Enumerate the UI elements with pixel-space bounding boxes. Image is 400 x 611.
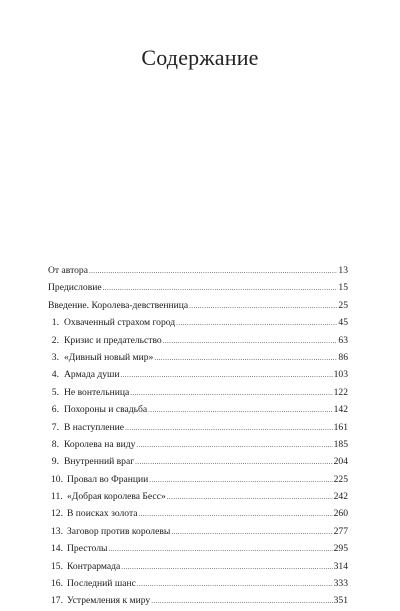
toc-entry-number: 3. — [51, 351, 59, 363]
dot-leader — [121, 366, 333, 384]
toc-entry-title: Устремления к миру — [67, 595, 151, 607]
toc-entry-title: Введение. Королева-девственница — [48, 299, 189, 311]
toc-entry-page: 242 — [333, 491, 348, 503]
toc-entry — [48, 505, 348, 522]
dot-leader — [135, 453, 332, 471]
dot-leader — [148, 401, 332, 419]
toc-entry — [48, 453, 348, 470]
toc-entry-page: 15 — [338, 282, 348, 294]
toc-entry-page: 225 — [333, 473, 348, 485]
toc-entry-title: Охваченный страхом город — [64, 317, 176, 329]
toc-entry-title: В наступление — [64, 421, 125, 433]
dot-leader — [89, 262, 337, 280]
toc-entry-page: 204 — [333, 456, 348, 468]
toc-entry-title: Королева на виду — [64, 438, 136, 450]
toc-entry-number: 7. — [51, 421, 59, 433]
toc-entry-title: Армада души — [64, 369, 120, 381]
toc-entry-page: 45 — [338, 317, 348, 329]
toc-entry-number: 17. — [51, 595, 63, 607]
toc-entry-title: Внутренний враг — [64, 456, 135, 468]
toc-entry-title: Контрармада — [67, 560, 121, 572]
toc-entry-title: Престолы — [67, 543, 108, 555]
toc-entry-page: 277 — [333, 525, 348, 537]
toc-entry-number: 4. — [51, 369, 59, 381]
toc-entry — [48, 314, 348, 331]
table-of-contents — [48, 262, 348, 610]
toc-entry — [48, 384, 348, 401]
toc-entry-page: 25 — [338, 299, 348, 311]
toc-entry-number: 8. — [51, 438, 59, 450]
toc-entry-page: 13 — [338, 265, 348, 276]
toc-entry — [48, 558, 348, 575]
toc-entry — [48, 471, 348, 488]
toc-entry-title: От автора — [48, 265, 88, 276]
toc-entry — [48, 279, 348, 296]
toc-entry-page: 260 — [333, 508, 348, 520]
toc-entry-title: В поисках золота — [67, 508, 138, 520]
toc-entry-page: 185 — [333, 438, 348, 450]
toc-entry-number: 16. — [51, 578, 63, 590]
toc-entry-title: Похороны и свадьба — [64, 404, 148, 416]
dot-leader — [103, 279, 338, 297]
toc-entry-page: 333 — [333, 578, 348, 590]
toc-entry-title: Кризис и предательство — [64, 334, 162, 346]
toc-entry-number: 5. — [51, 386, 59, 398]
toc-entry — [48, 419, 348, 436]
toc-entry-number: 13. — [51, 525, 63, 537]
toc-entry-title: Предисловие — [48, 282, 102, 294]
dot-leader — [108, 540, 332, 558]
toc-entry-page: 63 — [338, 334, 348, 346]
dot-leader — [151, 592, 332, 610]
toc-entry — [48, 488, 348, 505]
toc-entry — [48, 366, 348, 383]
toc-entry — [48, 401, 348, 418]
dot-leader — [139, 505, 333, 523]
toc-entry-number: 11. — [51, 491, 63, 503]
toc-entry — [48, 332, 348, 349]
toc-entry — [48, 297, 348, 314]
dot-leader — [167, 488, 333, 506]
toc-entry-number: 10. — [51, 473, 63, 485]
toc-entry-page: 314 — [333, 560, 348, 572]
toc-entry-number: 15. — [51, 560, 63, 572]
toc-entry-number: 2. — [51, 334, 59, 346]
dot-leader — [121, 558, 332, 576]
toc-entry-title: Заговор против королевы — [67, 525, 171, 537]
toc-entry — [48, 262, 348, 279]
toc-entry-page: 351 — [333, 595, 348, 607]
toc-entry — [48, 349, 348, 366]
toc-entry-page: 295 — [333, 543, 348, 555]
dot-leader — [171, 523, 332, 541]
dot-leader — [189, 297, 337, 315]
toc-entry-title: «Дивный новый мир» — [64, 351, 154, 363]
dot-leader — [137, 575, 333, 593]
dot-leader — [130, 384, 332, 402]
toc-entry-page: 103 — [333, 369, 348, 381]
toc-entry-page: 122 — [333, 386, 348, 398]
dot-leader — [163, 332, 338, 350]
toc-entry — [48, 575, 348, 592]
toc-entry-title: Провал во Франции — [67, 473, 149, 485]
page-title: Содержание — [141, 45, 259, 70]
toc-entry-number: 14. — [51, 543, 63, 555]
toc-entry-title: Последний шанс — [67, 578, 136, 590]
toc-entry — [48, 436, 348, 453]
dot-leader — [149, 471, 332, 489]
dot-leader — [125, 419, 333, 437]
toc-entry-number: 6. — [51, 404, 59, 416]
toc-entry-number: 12. — [51, 508, 63, 520]
toc-entry — [48, 540, 348, 557]
dot-leader — [154, 349, 337, 367]
toc-entry-number: 9. — [51, 456, 59, 468]
toc-entry-title: Не вонтельница — [64, 386, 130, 398]
toc-entry-page: 161 — [333, 421, 348, 433]
toc-entry-page: 142 — [333, 404, 348, 416]
dot-leader — [176, 314, 337, 332]
toc-entry — [48, 592, 348, 609]
toc-entry-title: «Добрая королева Бесс» — [67, 491, 166, 503]
toc-entry-number: 1. — [51, 317, 59, 329]
dot-leader — [136, 436, 332, 454]
toc-entry — [48, 523, 348, 540]
toc-entry-page: 86 — [338, 351, 348, 363]
